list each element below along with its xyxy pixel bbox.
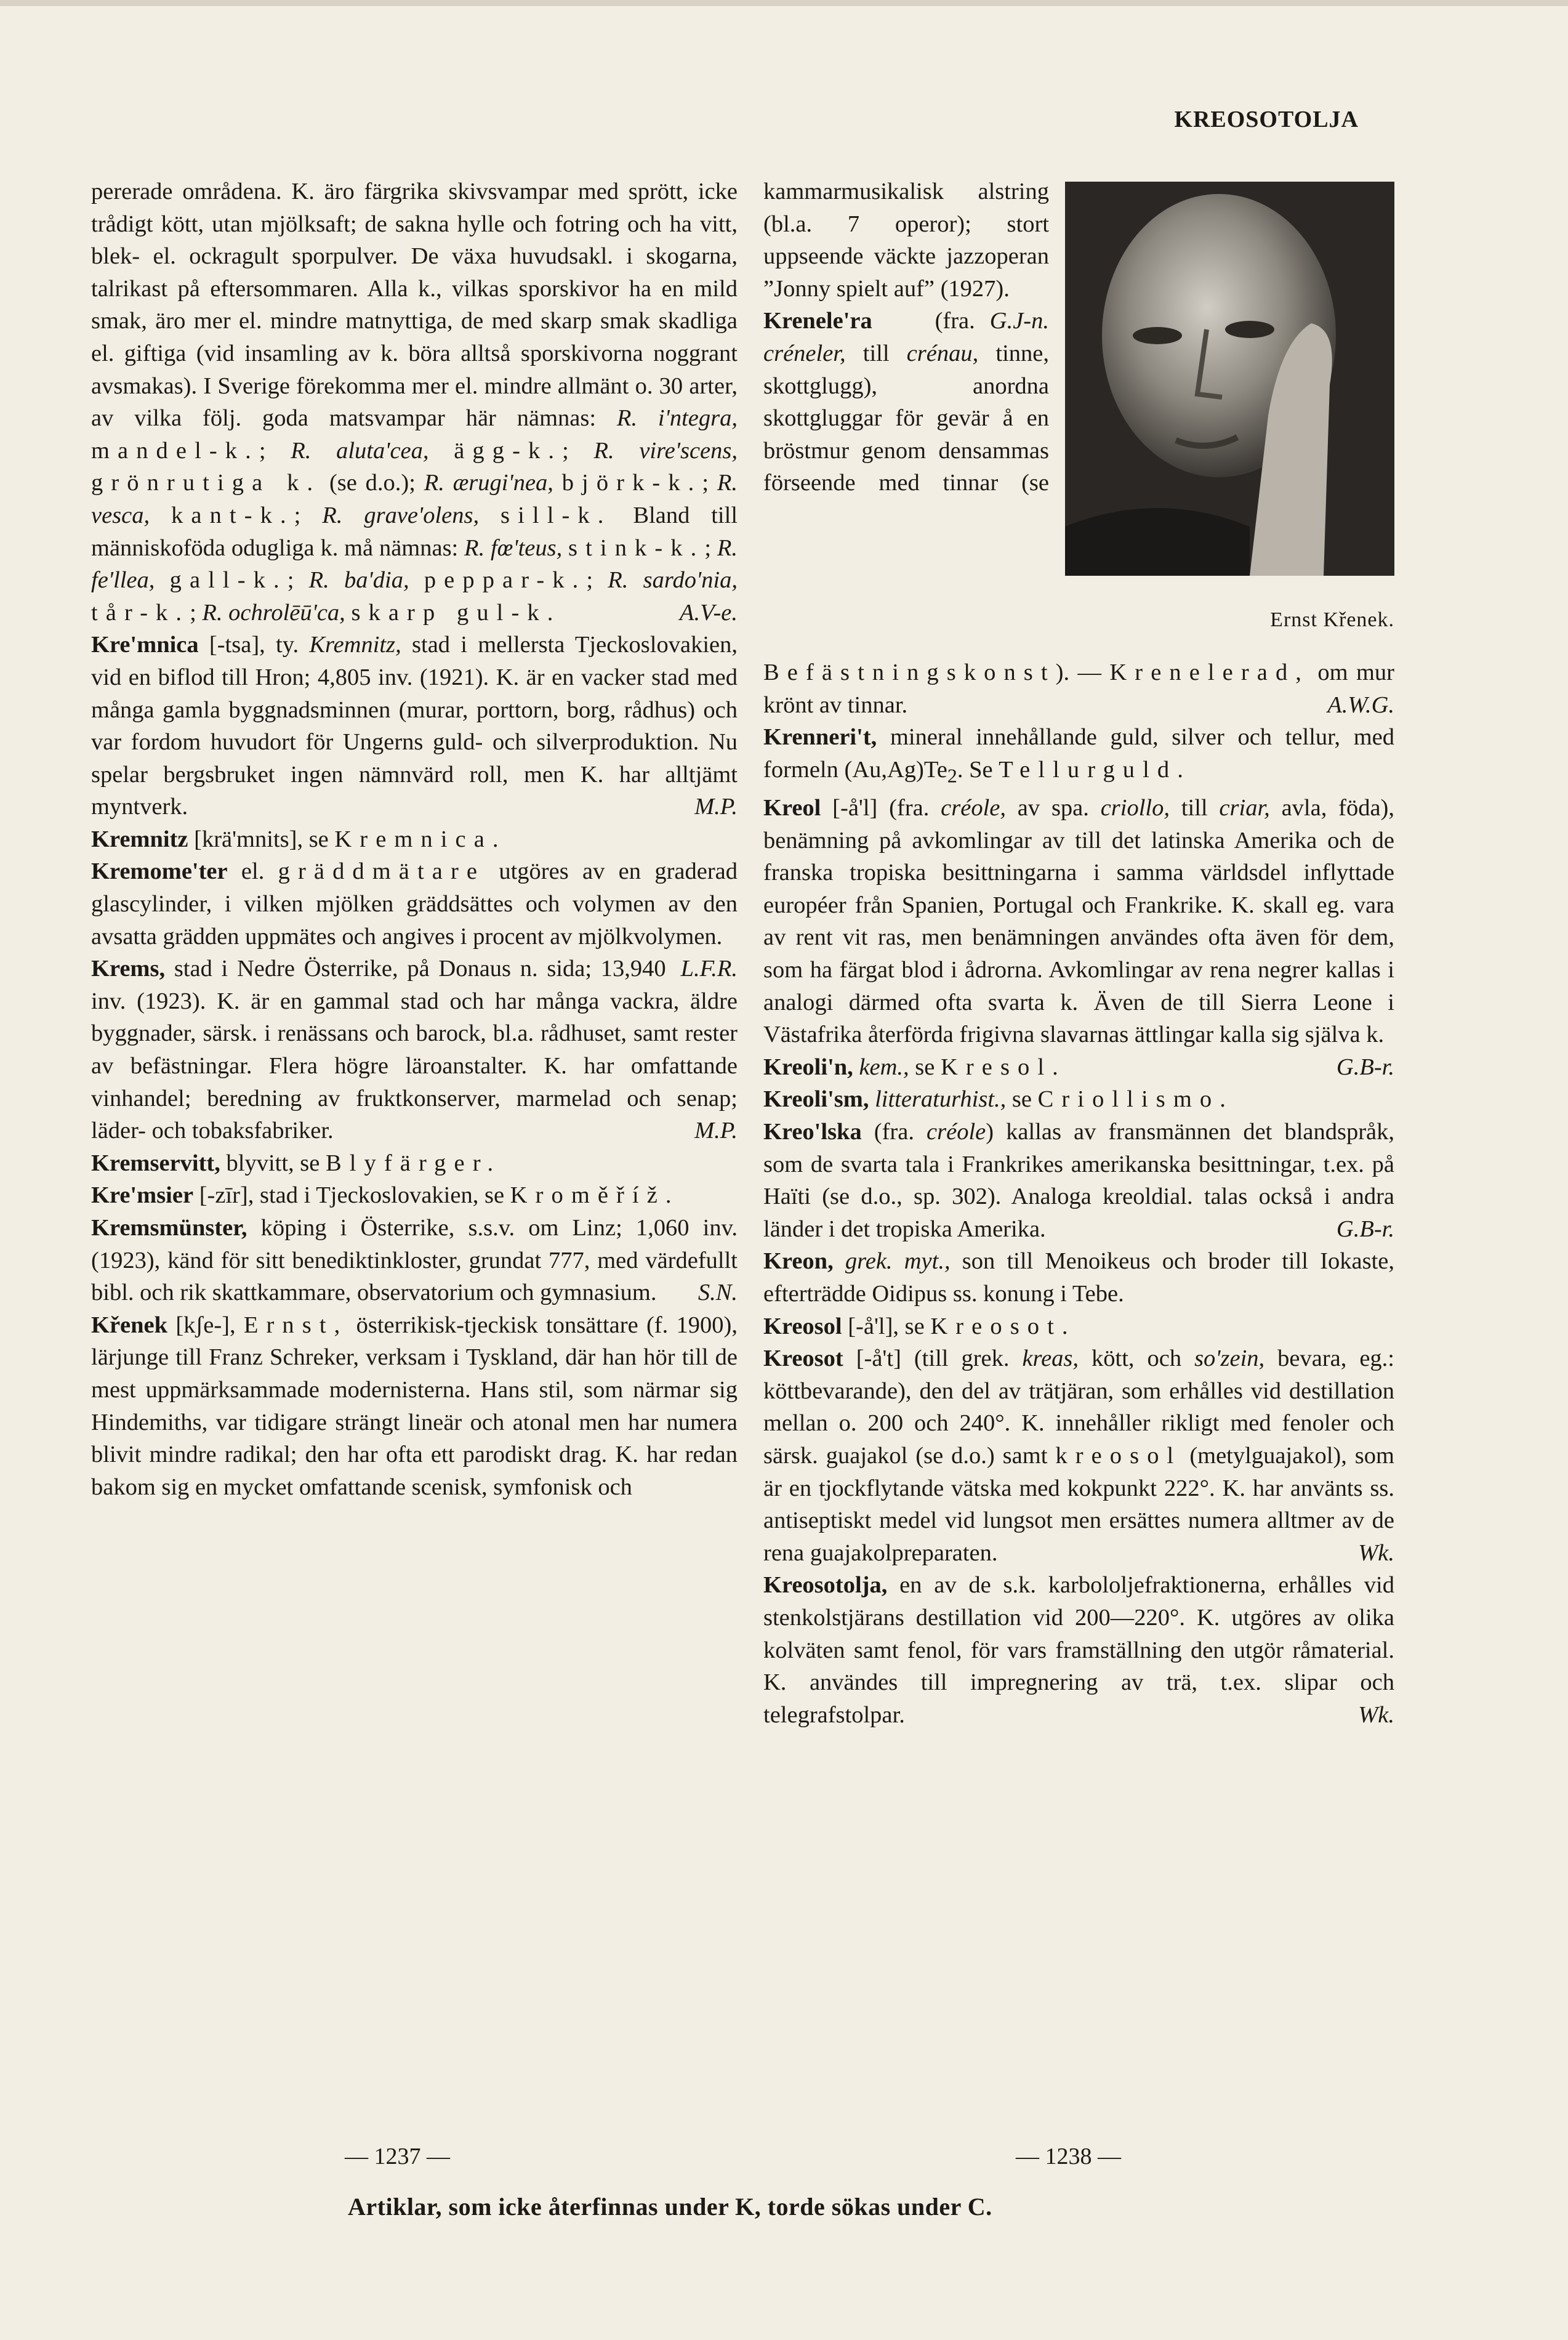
entry-kremnitz: [91, 823, 738, 856]
entry-text: tinne, skottglugg), anordna skottgluggar för gevär å en bröstmur genom densammas förseende med tinnar (se: [763, 340, 1049, 496]
headword: Kreosot: [763, 1346, 843, 1372]
entry-text: ;: [702, 470, 717, 496]
swedish-name: björk-k.: [561, 470, 702, 496]
entry-text: [869, 1086, 875, 1112]
entry-text-italic: créneler,: [763, 340, 846, 366]
author-signature: Wk.: [1358, 1539, 1394, 1566]
entry-text: [-zīr], stad i Tjeckoslovakien, se: [193, 1182, 510, 1209]
entry-text-italic: créole,: [941, 795, 1006, 821]
headword: Kremnitz: [91, 826, 188, 852]
entry-text: [-å'l] (fra.: [821, 795, 941, 821]
cross-reference: Befästningskonst: [763, 660, 1056, 685]
author-signature: M.P.: [694, 794, 738, 820]
author-signature: L.F.R.: [680, 956, 738, 982]
latin-name: R. aluta'cea,: [291, 437, 429, 464]
headword: Kre'msier: [91, 1182, 194, 1209]
portrait-caption: Ernst Křenek.: [1270, 608, 1394, 631]
entry-text-italic: kem.,: [859, 1054, 909, 1080]
entry-kremsier: [91, 1179, 738, 1212]
headword: Kreosotolja,: [763, 1572, 888, 1599]
headword: Kreol: [763, 795, 821, 821]
entry-kreolism: [763, 1083, 1394, 1116]
portrait-image: [1065, 182, 1394, 576]
latin-name: R. ba'dia,: [308, 567, 409, 594]
entry-text: utgöres av en graderad glascylinder, i vilken mjölken gräddsättes och volymen av den avsatta grädden uppmätes och angives i procent av mjölkvolymen.: [91, 858, 738, 950]
author-signature: G.B-r.: [1336, 1216, 1394, 1242]
footer-note: Artiklar, som icke återfinnas under K, torde sökas under C.: [348, 2193, 992, 2221]
author-signature: A.V-e.: [679, 599, 738, 626]
headword: Kreon,: [763, 1248, 834, 1275]
top-edge: [0, 0, 1568, 6]
entry-text: till: [845, 340, 907, 366]
swedish-name: mandel-k.: [91, 437, 259, 464]
entry-text: (se d.o.);: [321, 470, 424, 496]
cross-reference: Kremnica.: [334, 826, 507, 852]
entry-text: av spa.: [1006, 795, 1101, 821]
spaced-term: gräddmätare: [278, 858, 486, 885]
entry-text: (fra.: [872, 308, 975, 334]
entry-text: ;: [259, 437, 291, 464]
swedish-name: skarp gul-k.: [351, 599, 561, 626]
entry-text: om mur krönt av tinnar.: [763, 660, 1394, 718]
latin-name: R. vesca,: [91, 470, 738, 528]
entry-text: bevara, eg.: köttbevarande), den del av trätjäran, som erhålles vid destillation mellan o. 200 och 240°. K. innehåller rikligt med fenoler och särsk. guajakol (se d.o.) samt: [763, 1346, 1395, 1469]
entry-text: österrikisk-tjeckisk tonsättare (f. 1900), lärjunge till Franz Schreker, verksam i Tyskland, där han hör till de mest uppmärksammade modernisterna. Hans stil, som närmar sig Hindemiths, var tidigare strängt lineär och atonal men har numera blivit mindre radikal; den har ofta ett parodiskt drag. K. har redan bakom sig en mycket omfattande scenisk, symfonisk och: [91, 1312, 738, 1500]
entry-text-italic: kreas,: [1022, 1346, 1079, 1372]
latin-name: R. sardo'nia,: [608, 567, 738, 594]
headword: Krenele'ra: [763, 308, 872, 334]
spaced-term: Krenelerad,: [1109, 660, 1309, 685]
headword: Kreoli'n,: [763, 1054, 853, 1080]
entry-text: [krä'mnits], se: [188, 826, 335, 852]
author-signature: M.P.: [694, 1118, 738, 1144]
entry-text: el.: [227, 858, 278, 885]
entry-text: blyvitt, se: [220, 1150, 326, 1176]
page-number-left: — 1237 —: [345, 2144, 450, 2169]
entry-text: (metylguajakol), som är en tjockflytande vätska med kokpunkt 222°. K. har använts ss. antiseptiskt medel vid lungsot men ersättes numera alltmer av de rena guajakolpreparaten.: [763, 1442, 1394, 1566]
latin-name: R. fe'llea,: [91, 535, 738, 594]
entry-text: ;: [287, 567, 309, 594]
entry-text: mineral innehållande guld, silver och tellur, med formeln (Au,Ag)Te: [763, 724, 1394, 783]
entry-text: [-å'l], se: [842, 1313, 931, 1339]
entry-text: till: [1170, 795, 1220, 821]
entry-text-italic: crénau,: [906, 340, 979, 366]
entry-text-italic: grek. myt.,: [845, 1248, 951, 1275]
entry-kremsmunster: [91, 1212, 738, 1309]
portrait-photo: [1065, 182, 1394, 576]
latin-name: R. grave'olens,: [322, 502, 480, 528]
entry-text: Bland till människoföda odugliga k. må nämnas:: [91, 502, 738, 561]
entry-krenek: [91, 1309, 738, 1504]
latin-name: R. ærugi'nea,: [424, 470, 553, 496]
entry-text: stad i Nedre Österrike, på Donaus n. sida; 13,940 inv. (1923). K. är en gammal stad och har många vackra, äldre byggnader, särsk. i renässans och barock, bl.a. rådhuset, samt rester av befästningar. Flera högre läroanstalter. K. har omfattande vinhandel; beredning av fruktkonserver, marmelad och senap; läder- och tobaksfabriker.: [91, 956, 738, 1144]
entry-text-italic: litteraturhist.,: [875, 1086, 1007, 1113]
headword: Křenek: [91, 1312, 168, 1338]
entry-text: ;: [294, 502, 323, 528]
entry-text-italic: criar,: [1219, 795, 1270, 821]
headword: Krenneri't,: [763, 724, 877, 751]
entry-text: ;: [562, 437, 594, 464]
latin-name: R. fœ'teus,: [464, 535, 563, 561]
entry-text: ) kallas av fransmännen det blandspråk, som de svarta tala i Frankrikes amerikanska besittningar, t.ex. på Haïti (se d.o., sp. 302). Analoga kreoldial. talas också i andra länder i det tropiska Amerika.: [763, 1119, 1394, 1242]
entry-text: [853, 1054, 859, 1080]
entry-text: en av de s.k. karbololjefraktionerna, erhålles vid stenkolstjärans destillation vid 200—220°. K. utgöres av olika kolväten samt fenol, för vars framställning den utgör råmaterial. K. användes till impregnering av trä, t.ex. slipar och telegrafstolpar.: [763, 1572, 1394, 1728]
headword: Kremome'ter: [91, 858, 228, 885]
latin-name: R. vire'scens,: [593, 437, 738, 464]
headword: Kremservitt,: [91, 1150, 220, 1176]
entry-russula-cont: [91, 176, 738, 629]
entry-kreosot: [763, 1342, 1394, 1569]
swedish-name: grönrutiga k.: [91, 470, 321, 496]
entry-kreosol: [763, 1310, 1394, 1343]
swedish-name: peppar-k.: [424, 567, 587, 594]
spaced-term: Ernst,: [243, 1312, 348, 1338]
entry-kreon: [763, 1245, 1394, 1310]
entry-text: son till Menoikeus och broder till Iokaste, efterträdde Oidipus ss. konung i Tebe.: [763, 1248, 1395, 1307]
left-column: [91, 176, 738, 1503]
cross-reference: Kresol.: [941, 1054, 1066, 1080]
entry-text: ;: [586, 567, 608, 594]
swedish-name: kant-k.: [171, 502, 294, 528]
entry-text: köping i Österrike, s.s.v. om Linz; 1,060 inv. (1923), känd för sitt benediktinkloster, grundat 777, med värdefullt bibl. och rik skattkammare, observatorium och gymnasium.: [91, 1215, 738, 1306]
cross-reference: Tellurguld.: [999, 756, 1191, 783]
formula-subscript: 2: [947, 764, 957, 787]
page-number-right: — 1238 —: [1016, 2144, 1121, 2169]
headword: Kreo'lska: [763, 1119, 862, 1145]
entry-kremnica: [91, 629, 738, 823]
latin-name: R. ochrolēū'ca,: [202, 599, 345, 626]
entry-text-italic: criollo,: [1100, 795, 1170, 821]
entry-text: ). —: [1055, 660, 1110, 685]
entry-text-italic: créole: [927, 1119, 986, 1145]
swedish-name: gall-k.: [169, 567, 287, 594]
entry-text: (fra.: [861, 1119, 927, 1145]
entry-text: se: [1006, 1086, 1038, 1113]
entry-kreolska: [763, 1116, 1394, 1245]
swedish-name: tår-k.: [91, 599, 190, 626]
entry-text: ;: [704, 535, 717, 561]
author-signature: S.N.: [698, 1280, 738, 1306]
cross-reference: Blyfärger.: [325, 1150, 502, 1176]
entry-text: [-tsa], ty.: [198, 632, 310, 658]
entry-krenneri: [763, 721, 1394, 792]
cross-reference: Criollismo.: [1037, 1086, 1234, 1113]
swedish-name: sill-k.: [501, 502, 612, 528]
entry-text: kött, och: [1079, 1346, 1195, 1372]
entry-text: pererade områdena. K. äro färgrika skivsvampar med sprött, icke trådigt kött, utan mjölksaft; de sakna hylle och fotring och ha vitt, blek- el. ockragult sporpulver. De växa huvudsakl. i skogarna, talrikast på eftersommaren. Alla k., vilkas sporskivor ha en mild smak, äro mer el. mindre matnyttiga, de med skarp smak skadliga el. giftiga (vid insamling av k. böra alltså sporskivorna noggrant avsmakas). I Sverige förekomma mer el. mindre allmänt o. 30 arter, av vilka följ. goda matsvampar här nämnas:: [91, 179, 738, 432]
entry-kreolin: [763, 1051, 1394, 1084]
author-signature: Wk.: [1358, 1701, 1394, 1728]
entry-kreosotolja: [763, 1569, 1394, 1731]
latin-name: R. i'ntegra,: [616, 405, 738, 432]
entry-text: se: [909, 1054, 941, 1080]
author-signature: G.J-n.: [989, 308, 1049, 334]
cross-reference: Kreosot.: [930, 1313, 1076, 1339]
entry-text: avla, föda), benämning på avkomlingar av till det latinska Amerika och de franska tropiska besittningarna i samma världsdel inflyttade européer från Spanien, Portugal och Frankrike. K. skall eg. vara av rent vit ras, men benämningen användes ofta även för dem, som ha färgat blod i ådrorna. Avkomlingar av rena negrer kallas i analogi därmed ofta svarta k. Även de till Sierra Leone i Västafrika återförda frigivna slavarnas ättlingar kalla sig själva k.: [763, 795, 1394, 1048]
headword: Kremsmünster,: [91, 1215, 247, 1241]
spaced-term: kreosol: [1055, 1442, 1182, 1469]
entry-text: ;: [190, 599, 203, 626]
author-signature: A.W.G.: [1327, 692, 1394, 718]
entry-text: [-å't] (till grek.: [843, 1346, 1023, 1372]
running-head: KREOSOTOLJA: [1174, 107, 1359, 132]
right-column: [763, 176, 1394, 1731]
entry-text: . Se: [957, 756, 999, 783]
entry-text-italic: so'zein,: [1194, 1346, 1265, 1372]
portrait-figure: [1065, 182, 1394, 647]
entry-text: [834, 1248, 845, 1274]
swedish-name: ägg-k.: [454, 437, 563, 464]
headword: Kreoli'sm,: [763, 1086, 869, 1113]
entry-text: stad i mellersta Tjeckoslovakien, vid en biflod till Hron; 4,805 inv. (1921). K. är en vacker stad med många gamla byggnadsminnen (murar, porttorn, borg, rådhus) och var fordom huvudort för Ungerns guld- och silverproduktion. Nu spelar bergsbruket ingen nämnvärd roll, men K. har alltjämt myntverk.: [91, 632, 738, 820]
entry-kremservitt: [91, 1147, 738, 1180]
entry-krems: [91, 953, 738, 1147]
entry-text-italic: Kremnitz,: [309, 632, 401, 658]
cross-reference: Kroměříž.: [510, 1182, 680, 1209]
headword: Krems,: [91, 956, 166, 982]
headword: Kreosol: [763, 1313, 842, 1339]
headword: Kre'mnica: [91, 632, 199, 658]
entry-text: kammarmusikalisk alstring (bl.a. 7 operor); stort uppseende väckte jazzoperan ”Jonny spielt auf” (1927).: [763, 179, 1049, 302]
entry-text: [kʃe-],: [167, 1312, 244, 1338]
author-signature: G.B-r.: [1336, 1054, 1394, 1080]
swedish-name: stink-k.: [568, 535, 705, 561]
